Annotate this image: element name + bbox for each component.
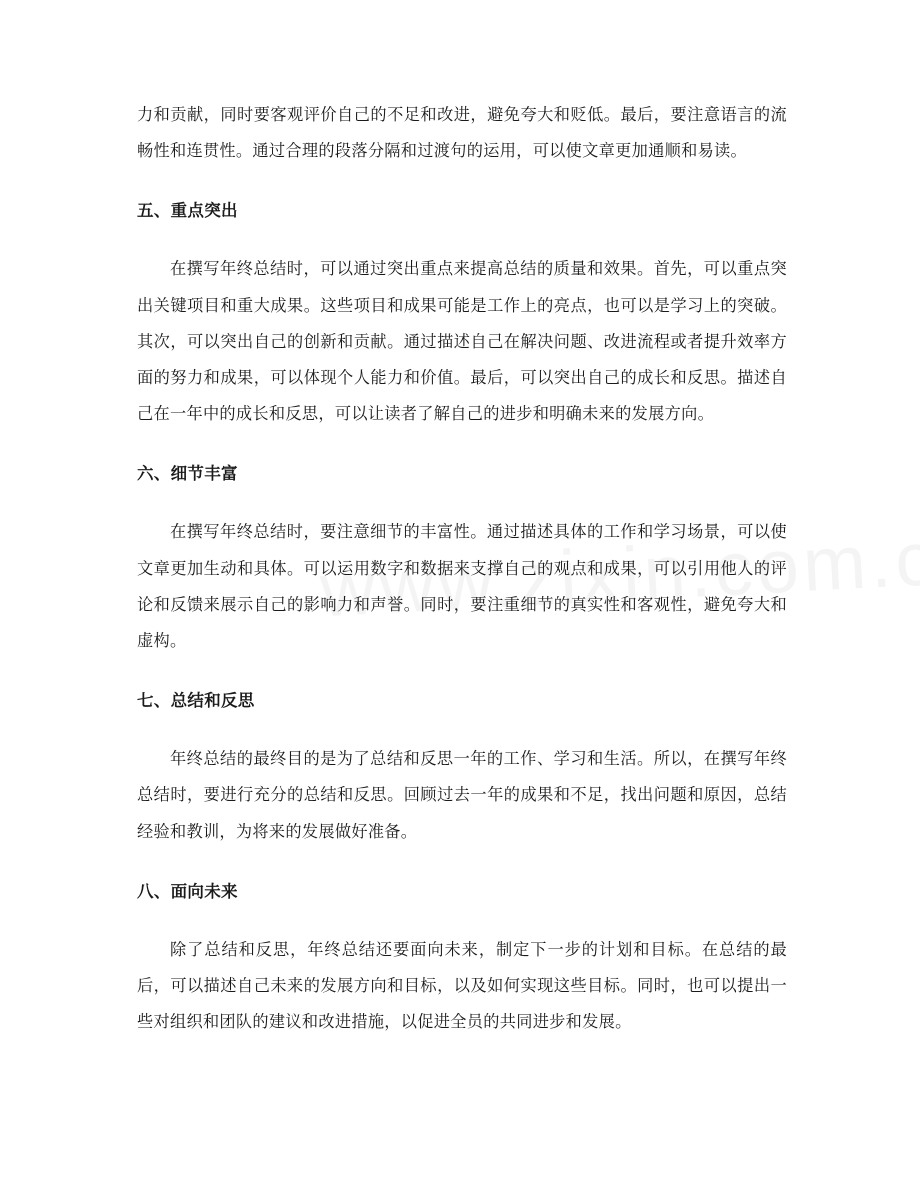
section-8-paragraph: 除了总结和反思，年终总结还要面向未来，制定下一步的计划和目标。在总结的最后，可以描述自己未来的发展方向和目标，以及如何实现这些目标。同时，也可以提出一些对组织和团队的建议和改进措施，以促进全员的共同进步和发展。	[137, 939, 787, 1032]
document-body	[137, 97, 787, 1040]
section-heading-8: 八、面向未来	[137, 881, 238, 901]
section-heading-6: 六、细节丰富	[137, 464, 238, 484]
paragraph-continuation: 力和贡献，同时要客观评价自己的不足和改进，避免夸大和贬低。最后，要注意语言的流畅性和连贯性。通过合理的段落分隔和过渡句的运用，可以使文章更加通顺和易读。	[137, 105, 787, 161]
section-heading-7: 七、总结和反思	[137, 691, 255, 711]
section-6-paragraph: 在撰写年终总结时，要注意细节的丰富性。通过描述具体的工作和学习场景，可以使文章更加生动和具体。可以运用数字和数据来支撑自己的观点和成果，可以引用他人的评论和反馈来展示自己的影响力和声誉。同时，要注重细节的真实性和客观性，避免夸大和虚构。	[137, 522, 787, 651]
section-7-paragraph: 年终总结的最终目的是为了总结和反思一年的工作、学习和生活。所以，在撰写年终总结时，要进行充分的总结和反思。回顾过去一年的成果和不足，找出问题和原因，总结经验和教训，为将来的发展做好准备。	[137, 749, 787, 841]
section-heading-5: 五、重点突出	[137, 201, 238, 221]
section-5-paragraph: 在撰写年终总结时，可以通过突出重点来提高总结的质量和效果。首先，可以重点突出关键项目和重大成果。这些项目和成果可能是工作上的亮点，也可以是学习上的突破。其次，可以突出自己的创新和贡献。通过描述自己在解决问题、改进流程或者提升效率方面的努力和成果，可以体现个人能力和价值。最后，可以突出自己的成长和反思。描述自己在一年中的成长和反思，可以让读者了解自己的进步和明确未来的发展方向。	[137, 259, 787, 424]
